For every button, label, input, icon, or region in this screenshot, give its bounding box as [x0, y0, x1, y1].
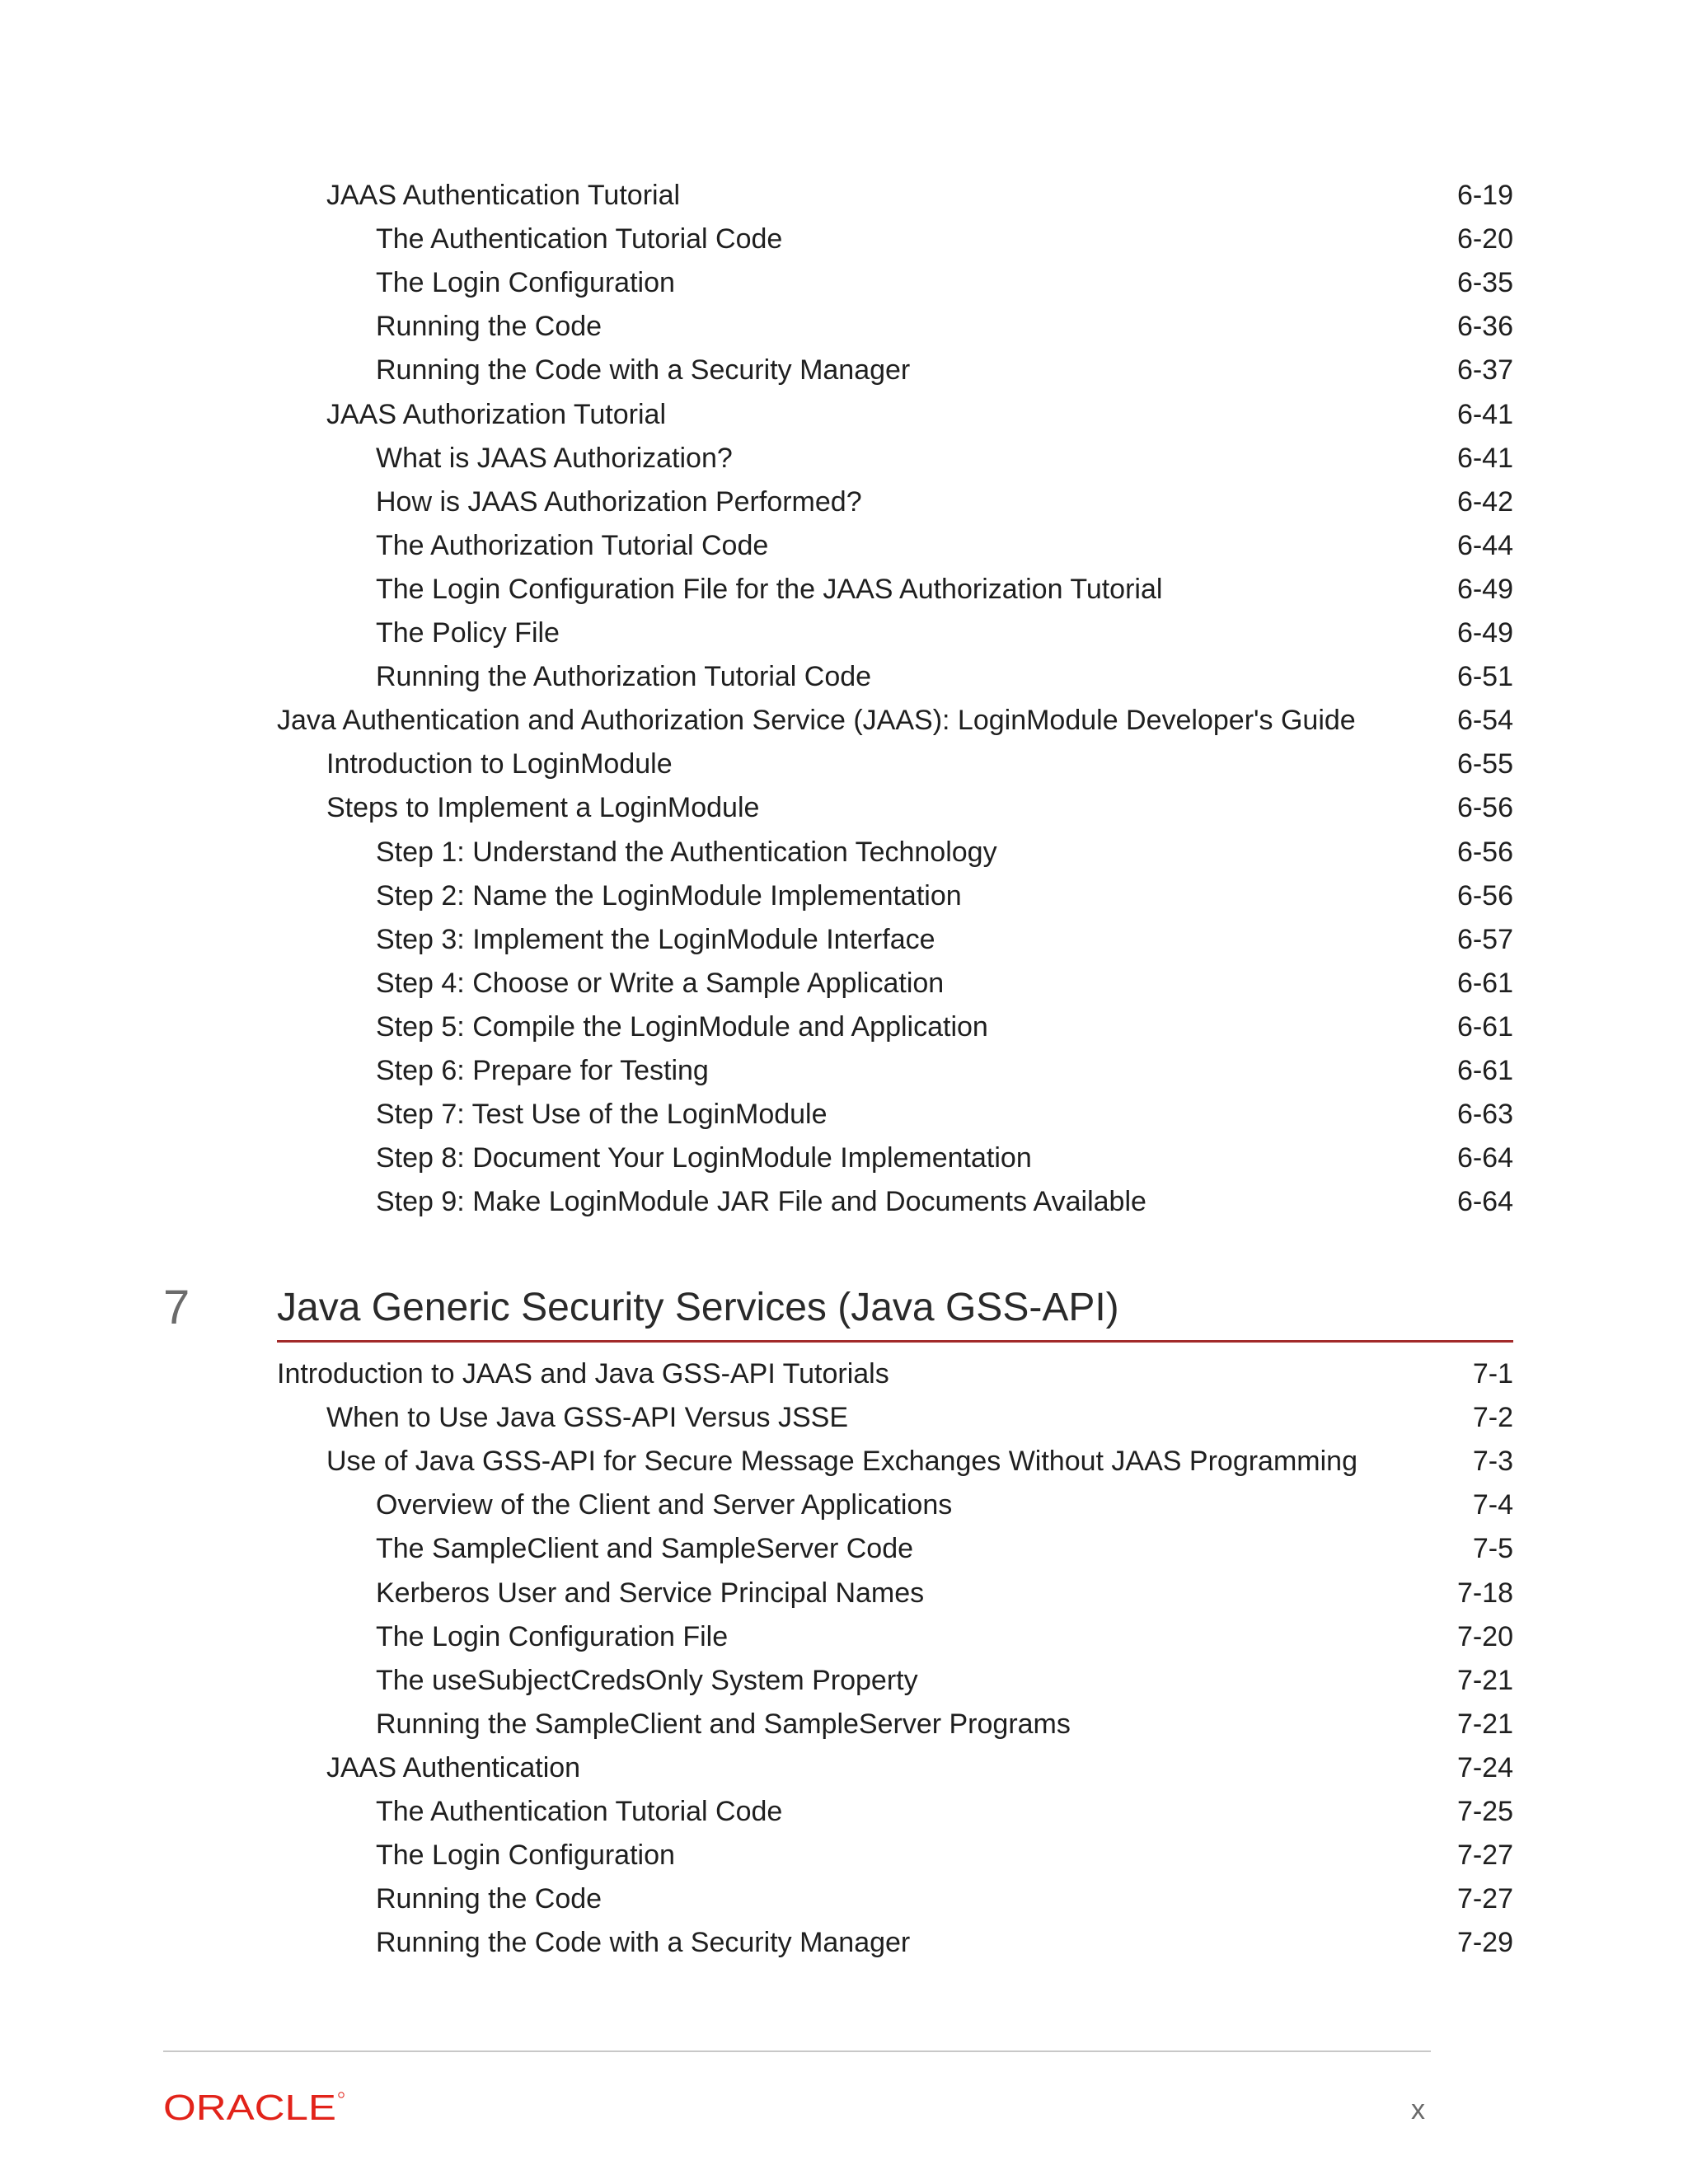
- toc-entry-page: 7-2: [1472, 1402, 1513, 1434]
- toc-entry-title: The Login Configuration: [376, 1840, 675, 1872]
- toc-entry-title: The Authentication Tutorial Code: [376, 1796, 783, 1827]
- toc-entry[interactable]: [326, 1439, 1513, 1483]
- toc-entry-title: The useSubjectCredsOnly System Property: [376, 1664, 918, 1696]
- toc-entry[interactable]: [277, 698, 1513, 743]
- toc-entry-page: 6-36: [1456, 311, 1513, 343]
- toc-entry[interactable]: [376, 217, 1513, 261]
- toc-entry[interactable]: [376, 654, 1513, 699]
- toc-entry-page: 6-55: [1456, 748, 1513, 780]
- toc-entry-title: Step 2: Name the LoginModule Implementation: [376, 879, 962, 912]
- toc-entry-page: 7-3: [1472, 1446, 1513, 1478]
- toc-entry-page: 6-42: [1456, 485, 1513, 518]
- toc-entry-title: What is JAAS Authorization?: [376, 442, 733, 474]
- toc-entry-page: 6-37: [1456, 354, 1513, 387]
- toc-entry-page: 6-49: [1456, 573, 1513, 605]
- chapter-number: 7: [163, 1281, 190, 1334]
- toc-entry[interactable]: [376, 1005, 1513, 1049]
- toc-entry-title: Running the Code: [376, 311, 603, 343]
- toc-entry[interactable]: [376, 348, 1513, 392]
- toc-entry[interactable]: [376, 567, 1513, 612]
- toc-entry-page: 7-21: [1456, 1664, 1513, 1696]
- toc-entry-title: Step 8: Document Your LoginModule Implementation: [376, 1142, 1032, 1174]
- toc-entry-page: 7-20: [1456, 1620, 1513, 1652]
- toc-entry-page: 6-20: [1456, 223, 1513, 255]
- toc-entry-page: 6-61: [1456, 1010, 1513, 1043]
- toc-entry-title: When to Use Java GSS-API Versus JSSE: [326, 1402, 849, 1434]
- toc-entry-title: The SampleClient and SampleServer Code: [376, 1533, 914, 1565]
- toc-entry-title: The Authorization Tutorial Code: [376, 529, 769, 561]
- toc-entry[interactable]: [376, 1789, 1513, 1834]
- toc-entry-page: 6-56: [1456, 836, 1513, 868]
- toc-entry-page: 6-64: [1456, 1186, 1513, 1218]
- toc-entry-page: 6-41: [1456, 398, 1513, 430]
- toc-entry-title: Step 6: Prepare for Testing: [376, 1055, 709, 1086]
- toc-entry-page: 6-51: [1456, 661, 1513, 693]
- toc-entry-page: 6-19: [1456, 180, 1513, 211]
- toc-entry-page: 6-44: [1456, 529, 1513, 561]
- toc-entry-title: The Authentication Tutorial Code: [376, 223, 783, 255]
- toc-entry[interactable]: [376, 1092, 1513, 1137]
- toc-entry-title: Step 4: Choose or Write a Sample Application: [376, 967, 945, 999]
- toc-entry[interactable]: [376, 1136, 1513, 1180]
- chapter-divider: [277, 1340, 1513, 1343]
- toc-entry-title: Running the Authorization Tutorial Code: [376, 661, 872, 693]
- toc-entry-page: 7-24: [1456, 1751, 1513, 1783]
- toc-entry-title: The Login Configuration File for the JAAS Authorization Tutorial: [376, 573, 1163, 605]
- toc-entry-page: 7-21: [1456, 1708, 1513, 1740]
- toc-entry-title: Step 5: Compile the LoginModule and Application: [376, 1010, 988, 1043]
- toc-entry-title: Running the Code with a Security Manager: [376, 354, 911, 387]
- toc-entry-title: Running the SampleClient and SampleServer Programs: [376, 1708, 1071, 1740]
- toc-entry-title: JAAS Authentication: [326, 1751, 581, 1783]
- toc-entry-title: Introduction to JAAS and Java GSS-API Tutorials: [277, 1358, 889, 1390]
- toc-entry[interactable]: [326, 742, 1513, 786]
- toc-entry-title: Introduction to LoginModule: [326, 748, 673, 780]
- toc-entry[interactable]: [376, 480, 1513, 524]
- toc-entry[interactable]: [376, 1483, 1513, 1527]
- toc-entry[interactable]: [326, 1746, 1513, 1790]
- toc-entry-page: 7-5: [1472, 1533, 1513, 1565]
- toc-entry[interactable]: [376, 436, 1513, 480]
- toc-entry-page: 7-4: [1472, 1489, 1513, 1521]
- toc-entry[interactable]: [376, 1833, 1513, 1877]
- toc-entry[interactable]: [326, 392, 1513, 437]
- toc-entry[interactable]: [376, 1179, 1513, 1224]
- toc-entry[interactable]: [376, 523, 1513, 568]
- toc-entry[interactable]: [376, 1920, 1513, 1965]
- toc-entry-title: Java Authentication and Authorization Service (JAAS): LoginModule Developer's Guide: [277, 705, 1356, 737]
- toc-entry-title: The Login Configuration: [376, 267, 675, 299]
- toc-entry-page: 7-27: [1456, 1840, 1513, 1872]
- oracle-logo-text: ORACLE: [163, 2090, 336, 2123]
- toc-entry[interactable]: [376, 1526, 1513, 1571]
- toc-entry-title: The Login Configuration File: [376, 1620, 729, 1652]
- page-number: x: [1411, 2094, 1425, 2125]
- toc-entry[interactable]: [376, 1702, 1513, 1746]
- toc-entry-title: How is JAAS Authorization Performed?: [376, 485, 862, 518]
- toc-entry-page: 6-57: [1456, 923, 1513, 955]
- chapter-title: Java Generic Security Services (Java GSS-API): [277, 1286, 1119, 1329]
- toc-entry-page: 6-56: [1456, 879, 1513, 912]
- toc-entry-title: The Policy File: [376, 617, 560, 649]
- toc-entry-title: JAAS Authorization Tutorial: [326, 398, 667, 430]
- toc-entry-page: 6-56: [1456, 792, 1513, 824]
- toc-entry-page: 6-35: [1456, 267, 1513, 299]
- toc-entry-title: Running the Code with a Security Manager: [376, 1927, 911, 1959]
- toc-entry[interactable]: [326, 785, 1513, 830]
- toc-entry-title: Step 3: Implement the LoginModule Interface: [376, 923, 935, 955]
- toc-entry-page: 7-18: [1456, 1577, 1513, 1609]
- toc-entry[interactable]: [376, 1877, 1513, 1921]
- toc-entry-page: 6-61: [1456, 967, 1513, 999]
- toc-entry-title: Overview of the Client and Server Applications: [376, 1489, 953, 1521]
- toc-entry-page: 6-41: [1456, 442, 1513, 474]
- toc-entry-page: 6-61: [1456, 1055, 1513, 1086]
- oracle-logo: [163, 2090, 346, 2123]
- toc-entry[interactable]: [376, 1048, 1513, 1093]
- toc-entry-page: 6-64: [1456, 1142, 1513, 1174]
- toc-entry-title: Use of Java GSS-API for Secure Message Exchanges Without JAAS Programming: [326, 1446, 1357, 1478]
- toc-entry[interactable]: [376, 304, 1513, 349]
- toc-entry-page: 7-29: [1456, 1927, 1513, 1959]
- toc-entry[interactable]: [376, 611, 1513, 655]
- toc-entry[interactable]: [376, 260, 1513, 305]
- toc-entry[interactable]: [277, 1352, 1513, 1396]
- toc-entry[interactable]: [326, 1395, 1513, 1440]
- toc-entry-page: 7-25: [1456, 1796, 1513, 1827]
- toc-entry[interactable]: [376, 917, 1513, 962]
- toc-entry-title: Step 1: Understand the Authentication Technology: [376, 836, 997, 868]
- toc-entry-title: JAAS Authentication Tutorial: [326, 180, 681, 211]
- toc-entry-page: 6-63: [1456, 1099, 1513, 1131]
- toc-entry-page: 6-49: [1456, 617, 1513, 649]
- toc-entry[interactable]: [376, 874, 1513, 918]
- toc-entry-page: 7-27: [1456, 1883, 1513, 1915]
- toc-entry-title: Steps to Implement a LoginModule: [326, 792, 760, 824]
- toc-entry-page: 7-1: [1472, 1358, 1513, 1390]
- toc-entry[interactable]: [376, 1658, 1513, 1703]
- toc-entry-title: Running the Code: [376, 1883, 603, 1915]
- footer-divider: [163, 2050, 1431, 2052]
- toc-entry-title: Kerberos User and Service Principal Names: [376, 1577, 925, 1609]
- toc-entry[interactable]: [376, 830, 1513, 874]
- toc-entry[interactable]: [376, 1615, 1513, 1659]
- toc-entry[interactable]: [376, 1571, 1513, 1615]
- toc-entry[interactable]: [376, 961, 1513, 1005]
- toc-entry-title: Step 7: Test Use of the LoginModule: [376, 1099, 828, 1131]
- registered-mark-icon: [339, 2093, 344, 2097]
- toc-entry[interactable]: [326, 173, 1513, 218]
- toc-entry-title: Step 9: Make LoginModule JAR File and Documents Available: [376, 1186, 1146, 1218]
- toc-entry-page: 6-54: [1456, 705, 1513, 737]
